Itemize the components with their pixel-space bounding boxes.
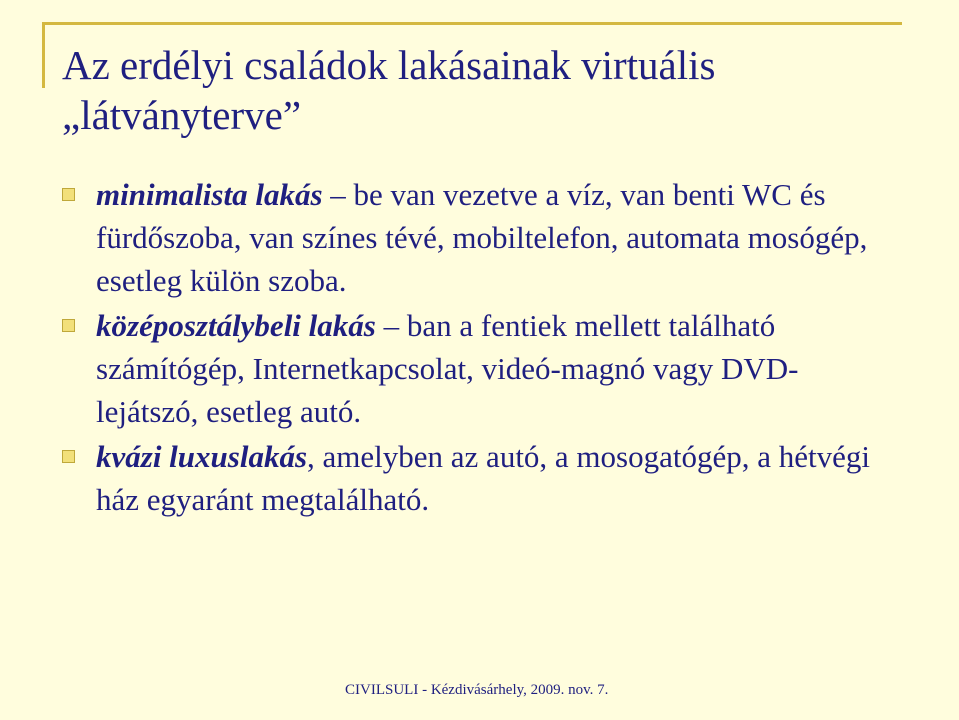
slide-footer: CIVILSULI - Kézdivásárhely, 2009. nov. 7. bbox=[345, 682, 609, 698]
bullet-item-minimalist bbox=[0, 173, 959, 302]
bullet-term: minimalista lakás bbox=[96, 177, 323, 212]
square-bullet-icon bbox=[62, 450, 75, 463]
bullet-text: – ban a fentiek mellett található számítógép, Internetkapcsolat, videó-magnó vagy DVD-lejátszó, esetleg autó. bbox=[96, 308, 799, 429]
bullet-text: – be van vezetve a víz, van benti WC és fürdőszoba, van színes tévé, mobiltelefon, automata mosógép, esetleg külön szoba. bbox=[96, 177, 868, 298]
bullet-text: , amelyben az autó, a mosogatógép, a hétvégi ház egyaránt megtalálható. bbox=[96, 439, 870, 517]
square-bullet-icon bbox=[62, 319, 75, 332]
slide-title-line-1: Az erdélyi családok lakásainak virtuális bbox=[62, 42, 716, 88]
decorative-top-line bbox=[42, 22, 902, 25]
decorative-left-line bbox=[42, 22, 45, 88]
bullet-term: középosztálybeli lakás bbox=[96, 308, 376, 343]
bullet-item-luxury bbox=[0, 435, 959, 521]
bullet-term: kvázi luxuslakás bbox=[96, 439, 308, 474]
bullet-list bbox=[0, 173, 959, 521]
slide-title-line-2: „látványterve” bbox=[62, 92, 302, 138]
square-bullet-icon bbox=[62, 188, 75, 201]
bullet-item-middle-class bbox=[0, 304, 959, 433]
slide-title bbox=[62, 40, 932, 140]
